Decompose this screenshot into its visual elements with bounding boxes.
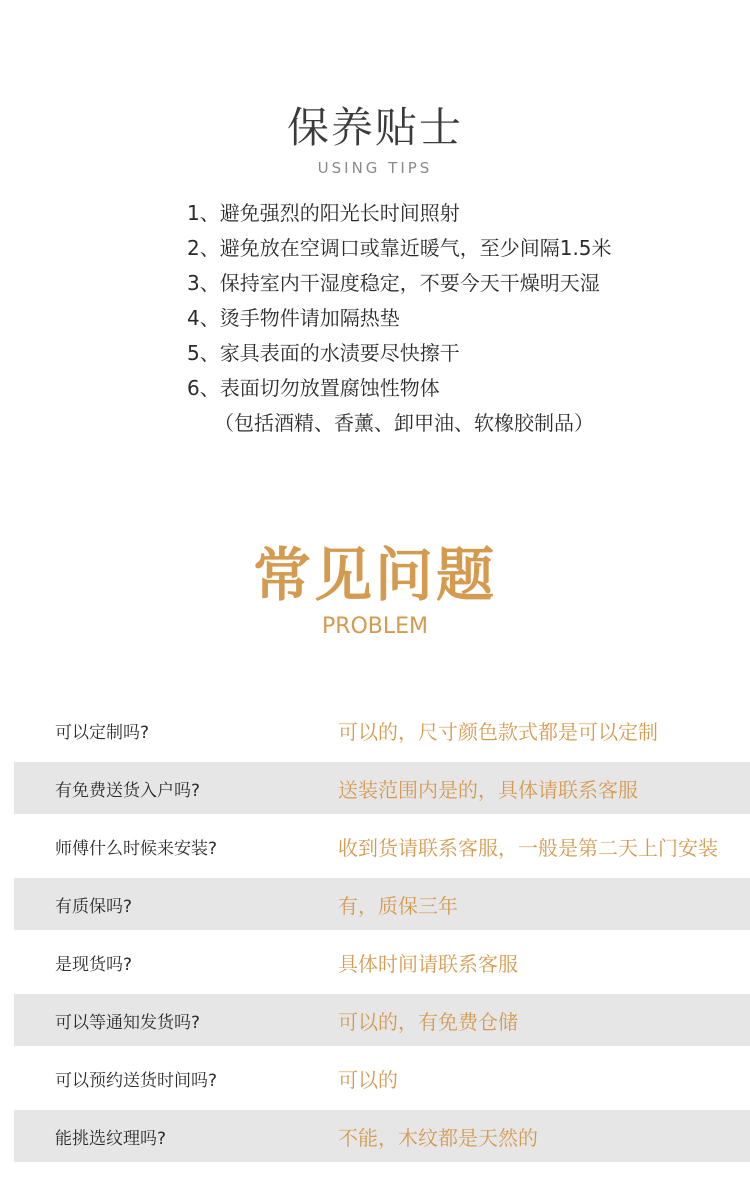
- faq-answer: 送装范围内是的，具体请联系客服: [338, 777, 638, 802]
- tips-note: （包括酒精、香薰、卸甲油、软橡胶制品）: [214, 411, 594, 435]
- faq-subtitle: PROBLEM: [321, 614, 429, 639]
- faq-question: 师傅什么时候来安装?: [55, 838, 218, 859]
- tip-item: 1、避免强烈的阳光长时间照射: [187, 201, 460, 225]
- faq-row: [14, 762, 750, 814]
- faq-question: 有质保吗?: [55, 896, 133, 917]
- tip-item: 3、保持室内干湿度稳定，不要今天干燥明天湿: [187, 271, 600, 295]
- faq-answer: 不能，木纹都是天然的: [338, 1125, 538, 1150]
- tip-item: 6、表面切勿放置腐蚀性物体: [187, 376, 440, 400]
- faq-answer: 可以的，尺寸颜色款式都是可以定制: [338, 719, 658, 744]
- faq-question: 可以等通知发货吗?: [55, 1012, 201, 1033]
- faq-question: 有免费送货入户吗?: [55, 780, 201, 801]
- tips-list: [187, 196, 612, 406]
- tip-item: 4、烫手物件请加隔热垫: [187, 306, 400, 330]
- faq-title: 常见问题: [252, 541, 497, 609]
- tip-item: 2、避免放在空调口或靠近暖气，至少间隔1.5米: [187, 236, 612, 260]
- faq-question: 能挑选纹理吗?: [55, 1128, 167, 1149]
- faq-row: [14, 704, 750, 756]
- faq-row: [14, 820, 750, 872]
- faq-answer: 具体时间请联系客服: [338, 951, 518, 976]
- tip-item: 5、家具表面的水渍要尽快擦干: [187, 341, 460, 365]
- faq-row: [14, 878, 750, 930]
- faq-answer: 有，质保三年: [338, 893, 458, 918]
- faq-answer: 可以的，有免费仓储: [338, 1009, 518, 1034]
- faq-question: 可以定制吗?: [55, 722, 150, 743]
- faq-row: [14, 994, 750, 1046]
- faq-table: [14, 704, 750, 1168]
- faq-row: [14, 1110, 750, 1162]
- tips-title: 保养贴士: [286, 103, 463, 152]
- faq-answer: 收到货请联系客服，一般是第二天上门安装: [338, 835, 718, 860]
- tips-subtitle: USING TIPS: [317, 159, 433, 177]
- faq-answer: 可以的: [338, 1067, 398, 1092]
- faq-row: [14, 936, 750, 988]
- faq-question: 是现货吗?: [55, 954, 133, 975]
- faq-question: 可以预约送货时间吗?: [55, 1070, 218, 1091]
- faq-row: [14, 1052, 750, 1104]
